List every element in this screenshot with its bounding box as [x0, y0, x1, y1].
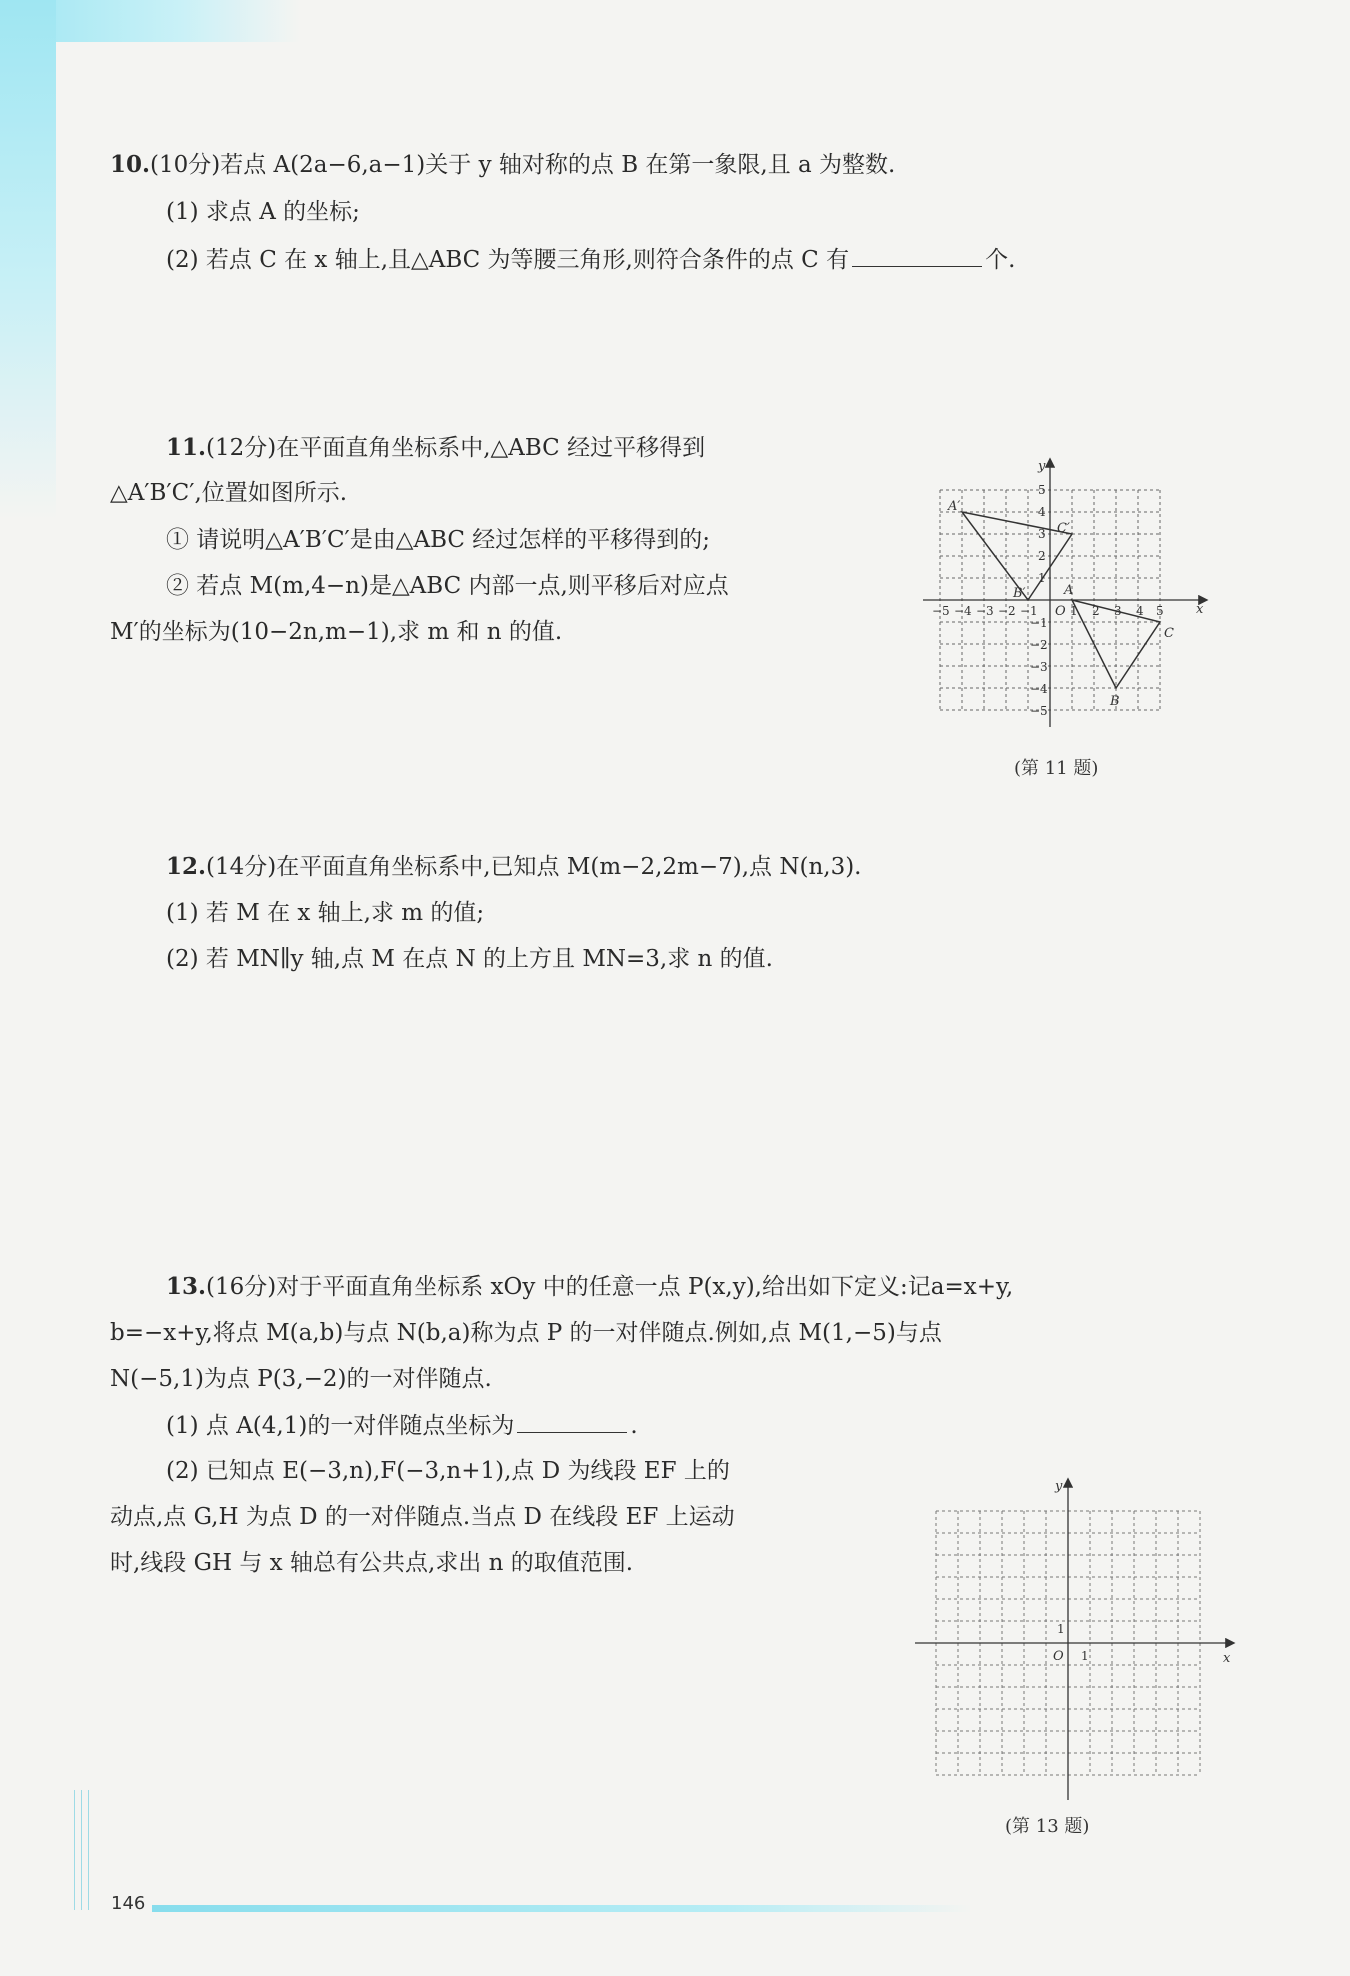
- q13-x-label: x: [1223, 1651, 1231, 1666]
- svg-text:2: 2: [1038, 549, 1046, 563]
- q13-line3: N(−5,1)为点 P(3,−2)的一对伴随点.: [110, 1366, 492, 1392]
- svg-text:B′: B′: [1013, 586, 1026, 601]
- svg-text:3: 3: [1038, 527, 1046, 541]
- q13-number: 13.: [166, 1273, 207, 1300]
- svg-text:−4: −4: [954, 604, 972, 618]
- q10-line1: 10.(10分)若点 A(2a−6,a−1)关于 y 轴对称的点 B 在第一象限,且 a 为整数.: [110, 151, 896, 178]
- q13-coordinate-grid: [915, 1475, 1245, 1805]
- q12-line2: (1) 若 M 在 x 轴上,求 m 的值;: [166, 900, 485, 926]
- q11-origin-label: O: [1055, 604, 1066, 619]
- q11-line4: ② 若点 M(m,4−n)是△ABC 内部一点,则平移后对应点: [166, 573, 729, 599]
- q13-line2: b=−x+y,将点 M(a,b)与点 N(b,a)称为点 P 的一对伴随点.例如,点 M(1,−5)与点: [110, 1320, 942, 1346]
- margin-lines-decoration: [74, 1790, 98, 1910]
- svg-text:A′: A′: [948, 499, 961, 514]
- svg-text:−1: −1: [1030, 616, 1048, 630]
- q13-figure: [915, 1475, 1245, 1805]
- svg-text:−2: −2: [998, 604, 1016, 618]
- q13-tick-x: 1: [1081, 1649, 1089, 1663]
- q12-line3: (2) 若 MN∥y 轴,点 M 在点 N 的上方且 MN=3,求 n 的值.: [166, 946, 773, 972]
- q13-tick-y: 1: [1057, 1622, 1065, 1636]
- svg-text:5: 5: [1038, 483, 1046, 497]
- q11-figure: [918, 455, 1218, 735]
- svg-text:2: 2: [1092, 604, 1100, 618]
- svg-text:1: 1: [1038, 571, 1046, 585]
- svg-text:−1: −1: [1020, 604, 1038, 618]
- q13-y-label: y: [1055, 1479, 1063, 1494]
- q12-line1: 12.(14分)在平面直角坐标系中,已知点 M(m−2,2m−7),点 N(n,3).: [166, 853, 862, 880]
- q11-coordinate-grid: [918, 455, 1218, 735]
- svg-text:4: 4: [1136, 604, 1144, 618]
- q13-answer-blank[interactable]: [517, 1410, 627, 1433]
- q11-caption: (第 11 题): [1014, 758, 1099, 779]
- svg-text:C: C: [1164, 626, 1174, 641]
- svg-text:A: A: [1064, 583, 1074, 598]
- q13-line7: 时,线段 GH 与 x 轴总有公共点,求出 n 的取值范围.: [110, 1550, 634, 1576]
- svg-text:−5: −5: [932, 604, 950, 618]
- q10-number: 10.: [110, 151, 151, 178]
- q11-line1: 11.(12分)在平面直角坐标系中,△ABC 经过平移得到: [166, 434, 706, 461]
- corner-decoration-left: [0, 0, 56, 520]
- svg-text:B: B: [1110, 694, 1120, 709]
- q11-line3: ① 请说明△A′B′C′是由△ABC 经过怎样的平移得到的;: [166, 527, 711, 553]
- q11-x-ticks: [932, 604, 1164, 618]
- q11-line5: M′的坐标为(10−2n,m−1),求 m 和 n 的值.: [110, 619, 563, 645]
- svg-text:1: 1: [1070, 604, 1078, 618]
- q11-number: 11.: [166, 434, 207, 461]
- q10-line2: (1) 求点 A 的坐标;: [166, 199, 360, 225]
- svg-text:−2: −2: [1030, 638, 1048, 652]
- q10-line3: (2) 若点 C 在 x 轴上,且△ABC 为等腰三角形,则符合条件的点 C 有 个.: [166, 244, 1015, 275]
- svg-text:−3: −3: [1030, 660, 1048, 674]
- q13-line5: (2) 已知点 E(−3,n),F(−3,n+1),点 D 为线段 EF 上的: [166, 1458, 730, 1484]
- q13-origin-label: O: [1053, 1649, 1064, 1664]
- q13-line1: 13.(16分)对于平面直角坐标系 xOy 中的任意一点 P(x,y),给出如下定义:记a=x+y,: [166, 1273, 1014, 1300]
- q12-number: 12.: [166, 853, 207, 880]
- svg-text:−3: −3: [976, 604, 994, 618]
- q10-answer-blank[interactable]: [852, 244, 982, 267]
- svg-text:4: 4: [1038, 505, 1046, 519]
- footer-bar-decoration: [152, 1905, 972, 1912]
- q13-line4: (1) 点 A(4,1)的一对伴随点坐标为 .: [166, 1410, 638, 1441]
- page-number: 146: [111, 1893, 146, 1914]
- q13-line6: 动点,点 G,H 为点 D 的一对伴随点.当点 D 在线段 EF 上运动: [110, 1504, 735, 1530]
- svg-text:−4: −4: [1030, 682, 1048, 696]
- svg-text:5: 5: [1156, 604, 1164, 618]
- q13-caption: (第 13 题): [1005, 1816, 1090, 1837]
- svg-text:3: 3: [1114, 604, 1122, 618]
- q11-x-label: x: [1196, 602, 1204, 617]
- svg-text:−5: −5: [1030, 704, 1048, 718]
- q11-line2: △A′B′C′,位置如图所示.: [110, 480, 348, 506]
- svg-text:C′: C′: [1057, 521, 1070, 536]
- q11-y-label: y: [1038, 459, 1046, 474]
